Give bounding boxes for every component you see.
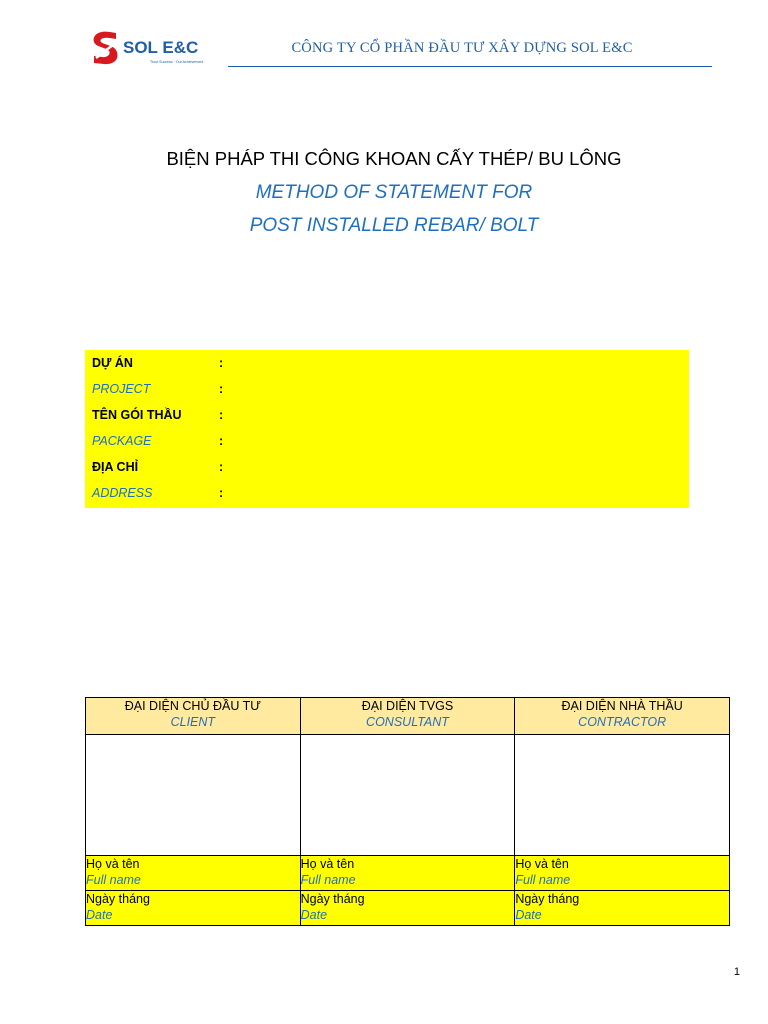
company-name: CÔNG TY CỔ PHẦN ĐẦU TƯ XÂY DỰNG SOL E&C bbox=[291, 40, 633, 56]
info-label: DỰ ÁN bbox=[92, 356, 133, 370]
date-cell[interactable] bbox=[515, 891, 730, 926]
info-label: ĐỊA CHỈ bbox=[92, 460, 139, 474]
header-divider bbox=[228, 66, 712, 67]
project-info-block bbox=[85, 350, 689, 508]
page-number: 1 bbox=[733, 966, 740, 978]
info-colon: : bbox=[219, 434, 224, 448]
signature-box-client[interactable] bbox=[86, 735, 301, 856]
header-en: CONTRACTOR bbox=[578, 715, 667, 729]
signature-header-client bbox=[86, 698, 301, 735]
full-name-label-en: Full name bbox=[300, 873, 356, 887]
info-colon: : bbox=[219, 486, 224, 500]
full-name-label-en: Full name bbox=[515, 873, 571, 887]
info-label: PROJECT bbox=[92, 382, 151, 396]
signature-header-consultant bbox=[300, 698, 515, 735]
date-label-vn: Ngày tháng bbox=[300, 892, 365, 906]
date-label-en: Date bbox=[86, 908, 113, 922]
date-row bbox=[86, 891, 730, 926]
full-name-label-vn: Họ và tên bbox=[300, 857, 355, 871]
signature-header-contractor bbox=[515, 698, 730, 735]
logo-tagline: Trust Success · Our Achievement bbox=[150, 60, 204, 64]
document-title-en-line2: POST INSTALLED REBAR/ BOLT bbox=[249, 215, 539, 236]
signature-box-consultant[interactable] bbox=[300, 735, 515, 856]
full-name-cell[interactable] bbox=[515, 856, 730, 891]
info-label: ADDRESS bbox=[92, 486, 153, 500]
date-label-en: Date bbox=[515, 908, 542, 922]
full-name-cell[interactable] bbox=[300, 856, 515, 891]
signature-space-row bbox=[86, 735, 730, 856]
info-label: TÊN GÓI THẦU bbox=[92, 408, 182, 422]
info-colon: : bbox=[219, 460, 224, 474]
signature-table bbox=[85, 697, 730, 926]
info-colon: : bbox=[219, 382, 224, 396]
date-cell[interactable] bbox=[86, 891, 301, 926]
info-colon: : bbox=[219, 408, 224, 422]
header-en: CONSULTANT bbox=[366, 715, 449, 729]
date-label-en: Date bbox=[300, 908, 328, 922]
full-name-label-vn: Họ và tên bbox=[515, 857, 569, 871]
date-cell[interactable] bbox=[300, 891, 515, 926]
header-vn: ĐẠI DIỆN CHỦ ĐẦU TƯ bbox=[124, 699, 261, 713]
info-colon: : bbox=[219, 356, 224, 370]
full-name-label-vn: Họ và tên bbox=[86, 857, 140, 871]
header-vn: ĐẠI DIỆN TVGS bbox=[361, 699, 454, 713]
header-vn: ĐẠI DIỆN NHÀ THẦU bbox=[561, 699, 683, 713]
signature-header-row bbox=[86, 698, 730, 735]
full-name-cell[interactable] bbox=[86, 856, 301, 891]
header-en: CLIENT bbox=[170, 715, 216, 729]
info-label: PACKAGE bbox=[92, 434, 152, 448]
signature-box-contractor[interactable] bbox=[515, 735, 730, 856]
company-logo bbox=[88, 28, 228, 68]
full-name-row bbox=[86, 856, 730, 891]
date-label-vn: Ngày tháng bbox=[515, 892, 580, 906]
logo-wordmark: SOL E&C bbox=[123, 38, 199, 57]
full-name-label-en: Full name bbox=[86, 873, 141, 887]
date-label-vn: Ngày tháng bbox=[86, 892, 150, 906]
document-title-vn: BIỆN PHÁP THI CÔNG KHOAN CẤY THÉP/ BU LÔNG bbox=[166, 148, 622, 169]
document-title-en-line1: METHOD OF STATEMENT FOR bbox=[255, 182, 533, 203]
